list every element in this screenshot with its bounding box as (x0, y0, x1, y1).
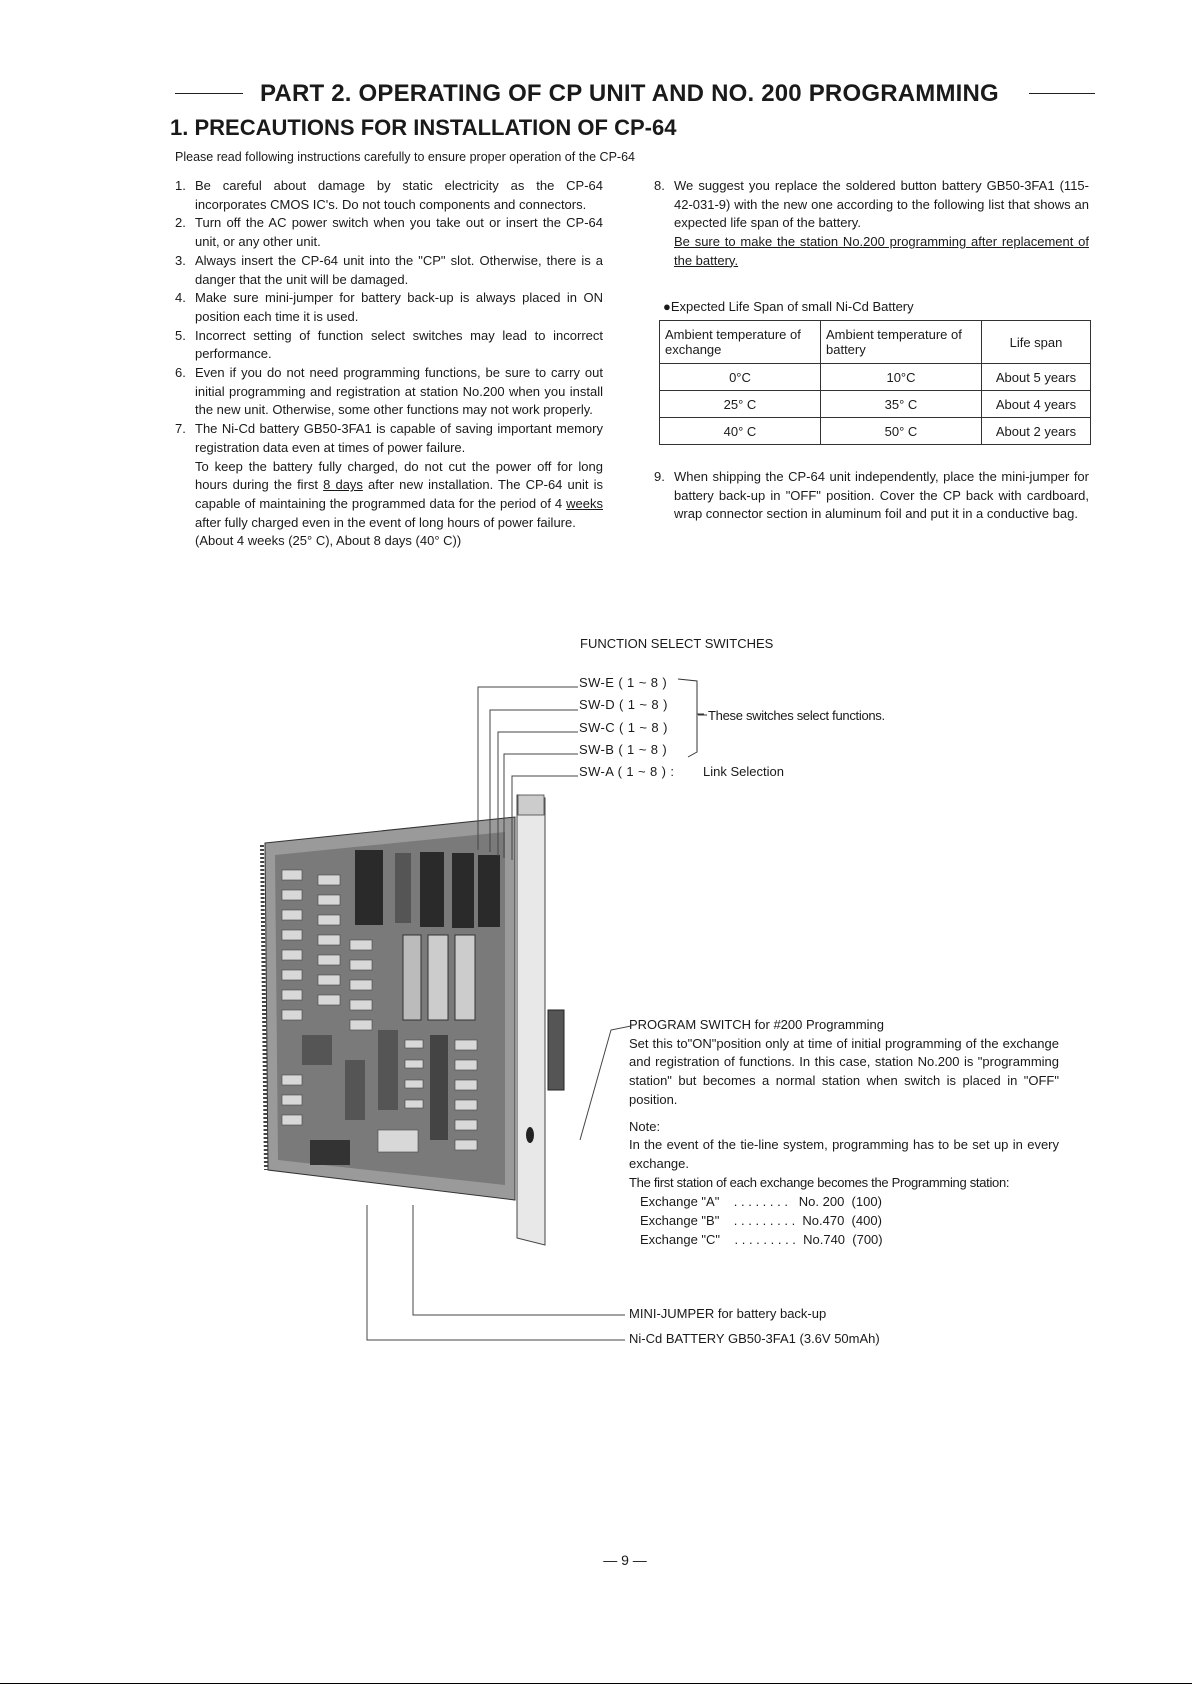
bottom-rule (0, 1683, 1192, 1684)
first-station-text: The first station of each exchange becomes the Programming station: (629, 1174, 1010, 1190)
brace-note: These switches select functions. (708, 708, 885, 723)
section-title: 1. PRECAUTIONS FOR INSTALLATION OF CP-64 (170, 115, 677, 140)
switch-label-a: SW-A ( 1 ~ 8 ) : (579, 764, 675, 779)
item-number: 8. (654, 178, 665, 193)
page-number: — 9 — (603, 1552, 647, 1568)
item-number: 9. (654, 469, 665, 484)
table-cell: About 4 years (982, 391, 1091, 418)
mini-jumper-label: MINI-JUMPER for battery back-up (629, 1306, 827, 1321)
item7-underline-days: 8 days (323, 477, 363, 493)
item-text: Even if you do not need programming functions, be sure to carry out initial programming and registration at station No.200 when you install the new unit. Otherwise, some other functions may not work properly. (195, 365, 603, 418)
item-number: 6. (175, 365, 186, 381)
item7-underline-weeks: weeks (566, 495, 603, 511)
switch-brace (678, 679, 704, 757)
link-selection-label: Link Selection (703, 764, 784, 779)
front-panel (517, 795, 545, 1245)
battery-label: Ni-Cd BATTERY GB50-3FA1 (3.6V 50mAh) (629, 1331, 880, 1346)
switch-label-b: SW-B ( 1 ~ 8 ) (579, 742, 668, 757)
item7-line1: The Ni-Cd battery GB50-3FA1 is capable of saving important memory registration data even at times of power failure. (195, 421, 603, 455)
header-cell: Ambient temperature of battery (821, 321, 982, 364)
item7-text-b: after new installation. The CP-64 unit is capable of maintaining the programmed data for the period of 4 (195, 477, 603, 511)
item7-text-c: after fully charged even in the event of long hours of power failure. (195, 514, 576, 530)
table-cell: 0°C (660, 364, 821, 391)
item-number: 7. (175, 421, 186, 437)
item7-line3: (About 4 weeks (25° C), About 8 days (40° C)) (195, 533, 462, 549)
program-switch-text: Set this to"ON"position only at time of initial programming of the exchange and registration of functions. In this case, station No.200 is "programming station" but becomes a normal station when switch is placed in "OFF" position. (629, 1035, 1059, 1107)
switch-label-e: SW-E ( 1 ~ 8 ) (579, 675, 668, 690)
note-text: In the event of the tie-line system, programming has to be set up in every exchange. (629, 1137, 1059, 1171)
note-label: Note: (629, 1118, 661, 1134)
item8-text: We suggest you replace the soldered button battery GB50-3FA1 (115-42-031-9) with the new one according to the following list that shows an expected life span of the battery. (674, 178, 1089, 231)
item-text: Incorrect setting of function select switches may lead to incorrect performance. (195, 327, 603, 362)
exchange-row: Exchange "A" . . . . . . . . No. 200 (100) (640, 1194, 882, 1210)
diagram-title: FUNCTION SELECT SWITCHES (580, 636, 774, 651)
item-text: Turn off the AC power switch when you take out or insert the CP-64 unit, or any other unit. (195, 215, 603, 250)
front-panel-tab (518, 795, 544, 815)
table-cell: 50° C (821, 418, 982, 445)
header-cell: Ambient temperature of exchange (660, 321, 821, 364)
table-cell: 35° C (821, 391, 982, 418)
item-number: 4. (175, 290, 186, 306)
table-cell: About 5 years (982, 364, 1091, 391)
item-text: Always insert the CP-64 unit into the "CP" slot. Otherwise, there is a danger that the unit will be damaged. (195, 252, 603, 287)
table-cell: 10°C (821, 364, 982, 391)
item7-text-a: To keep the battery fully charged, do not cut the power off for long hours during the first (195, 458, 603, 493)
item9-text: When shipping the CP-64 unit independently, place the mini-jumper for battery back-up in "OFF" position. Cover the CP back with cardboard, wrap connector section in aluminum foil and put it in a conductive bag. (674, 469, 1089, 522)
table-cell: 40° C (660, 418, 821, 445)
panel-connector (548, 1010, 564, 1090)
item-text: Make sure mini-jumper for battery back-up is always placed in ON position each time it is used. (195, 290, 603, 324)
program-switch-title: PROGRAM SWITCH for #200 Programming (629, 1017, 885, 1032)
exchange-row: Exchange "C" . . . . . . . . . No.740 (700) (640, 1232, 883, 1248)
table-cell: 25° C (660, 391, 821, 418)
life-table-caption: ●Expected Life Span of small Ni-Cd Battery (663, 299, 914, 314)
program-switch-callout (629, 1016, 1059, 1249)
item-number: 1. (175, 178, 186, 193)
program-switch (526, 1127, 534, 1143)
part-title: PART 2. OPERATING OF CP UNIT AND NO. 200 PROGRAMMING (260, 80, 999, 107)
item-number: 5. (175, 327, 186, 343)
item-number: 3. (175, 252, 186, 268)
item-text: Be careful about damage by static electricity as the CP-64 incorporates CMOS IC's. Do not touch components and connectors. (195, 178, 603, 212)
switch-label-d: SW-D ( 1 ~ 8 ) (579, 697, 668, 712)
exchange-list (629, 1192, 1059, 1249)
intro-text: Please read following instructions carefully to ensure proper operation of the CP-64 (175, 150, 635, 164)
item8-underlined-text: Be sure to make the station No.200 programming after replacement of the battery. (674, 234, 1089, 268)
header-cell: Life span (982, 321, 1091, 364)
switch-label-c: SW-C ( 1 ~ 8 ) (579, 720, 668, 735)
item-number: 2. (175, 215, 186, 231)
table-cell: About 2 years (982, 418, 1091, 445)
exchange-row: Exchange "B" . . . . . . . . . No.470 (400) (640, 1213, 882, 1229)
